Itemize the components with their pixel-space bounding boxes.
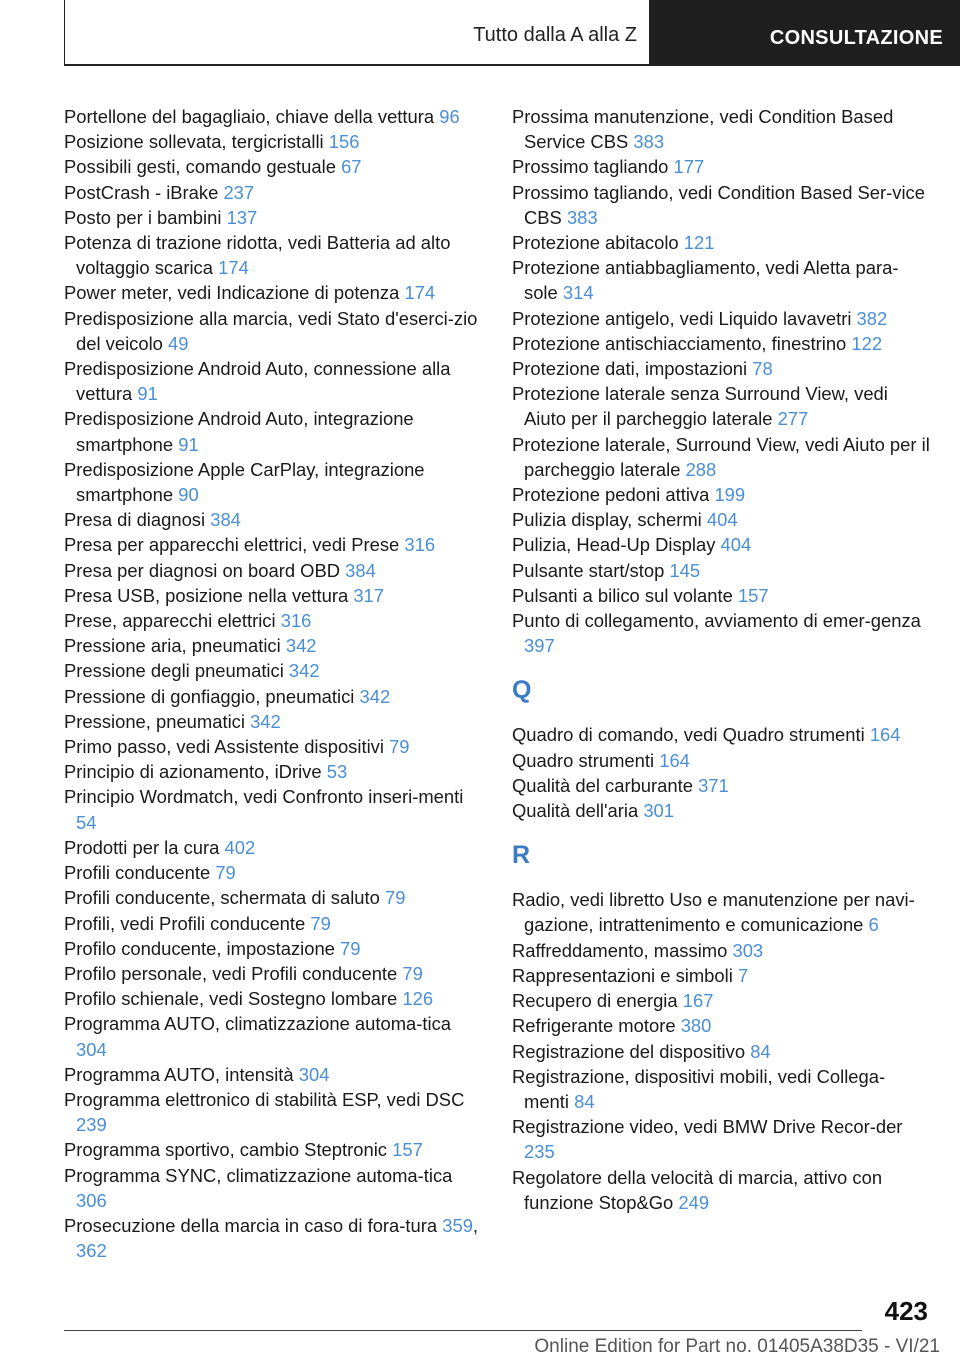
index-entry-text: Quadro di comando, vedi Quadro strumenti: [512, 724, 865, 746]
index-entry-text: Protezione antigelo, vedi Liquido lavavetri: [512, 307, 852, 329]
index-entry: [512, 583, 930, 608]
page-reference-link[interactable]: 306: [76, 1189, 107, 1211]
page-reference-link[interactable]: 54: [76, 811, 97, 833]
index-entry-text: Profilo schienale, vedi Sostegno lombare: [64, 988, 398, 1010]
index-entry-text: Programma sportivo, cambio Steptronic: [64, 1139, 387, 1161]
index-entry: [64, 583, 479, 608]
page-reference-link[interactable]: 359: [442, 1214, 473, 1236]
index-entry-text: Pressione degli pneumatici: [64, 660, 284, 682]
index-entry: [64, 532, 479, 557]
footer-rule: [64, 1330, 862, 1331]
page-reference-link[interactable]: 384: [210, 509, 241, 531]
index-entry-text: Registrazione, dispositivi mobili, vedi Collega-menti: [512, 1065, 886, 1112]
index-entry: [64, 936, 479, 961]
page-reference-link[interactable]: 404: [720, 534, 752, 556]
page-reference-link[interactable]: 53: [326, 761, 348, 783]
page-reference-link[interactable]: 145: [669, 559, 701, 581]
index-entry-text: Quadro strumenti: [512, 749, 655, 771]
index-entry: [64, 205, 479, 230]
index-entry-text: Programma AUTO, intensità: [64, 1063, 294, 1085]
index-column-left: [64, 104, 479, 1263]
index-entry: [64, 986, 479, 1011]
page-reference-link[interactable]: 288: [685, 458, 717, 480]
page-reference-link[interactable]: 235: [524, 1141, 555, 1163]
index-entry-text: Potenza di trazione ridotta, vedi Batteria ad alto voltaggio scarica: [64, 232, 451, 279]
index-entry-text: Posizione sollevata, tergicristalli: [64, 131, 324, 153]
index-entry: [512, 1039, 930, 1064]
index-entry-text: Prossimo tagliando: [512, 156, 669, 178]
index-entry-text: Registrazione del dispositivo: [512, 1040, 746, 1062]
page-reference-link[interactable]: 122: [851, 332, 883, 354]
index-entry: [512, 963, 930, 988]
index-entry-text: Possibili gesti, comando gestuale: [64, 156, 336, 178]
page-reference-link[interactable]: 402: [224, 836, 256, 858]
index-entry-text: Qualità del carburante: [512, 774, 693, 796]
index-entry: [64, 406, 479, 456]
page-reference-link[interactable]: 362: [76, 1240, 107, 1262]
index-entry: [64, 885, 479, 910]
section-title: Tutto dalla A alla Z: [473, 24, 637, 46]
page-number: 423: [884, 1296, 928, 1326]
index-entry-text: Primo passo, vedi Assistente dispositivi: [64, 736, 384, 758]
page-reference-link[interactable]: 157: [392, 1139, 423, 1161]
index-entry: [64, 180, 479, 205]
page-reference-link[interactable]: 314: [562, 282, 594, 304]
page-reference-link[interactable]: 157: [737, 584, 769, 606]
index-entry: [64, 230, 479, 280]
index-entry-text: Pulizia, Head-Up Display: [512, 534, 716, 556]
index-letter-heading: R: [512, 841, 531, 870]
index-entry-text: Prosecuzione della marcia in caso di fora-tura: [64, 1214, 438, 1236]
index-entry: [64, 608, 479, 633]
page-reference-link[interactable]: 79: [385, 887, 406, 909]
index-entry: [512, 356, 930, 381]
index-entry-text: Presa USB, posizione nella vettura: [64, 584, 349, 606]
index-entry-text: Profili conducente, schermata di saluto: [64, 887, 380, 909]
index-entry-text: Radio, vedi libretto Uso e manutenzione per navi-gazione, intrattenimento e comunicazione: [512, 889, 915, 936]
page-reference-link[interactable]: 78: [752, 358, 773, 380]
page-reference-link[interactable]: 96: [439, 106, 460, 127]
index-entry: [64, 961, 479, 986]
page-reference-link[interactable]: 199: [714, 484, 746, 506]
page-reference-link[interactable]: 164: [659, 749, 690, 771]
index-entry: [512, 748, 930, 773]
index-entry-text: Predisposizione alla marcia, vedi Stato d'eserci-zio del veicolo: [64, 307, 478, 354]
index-entry-text: Protezione pedoni attiva: [512, 484, 710, 506]
page-reference-link[interactable]: 304: [76, 1038, 107, 1060]
index-entry: [512, 773, 930, 798]
index-entry-text: Programma AUTO, climatizzazione automa-tica: [64, 1013, 452, 1035]
page-reference-link[interactable]: 79: [215, 862, 236, 884]
page-reference-link[interactable]: 301: [643, 800, 674, 822]
index-entry-text: Prese, apparecchi elettrici: [64, 610, 276, 632]
index-entry-text: Recupero di energia: [512, 990, 678, 1012]
index-entry-text: Principio Wordmatch, vedi Confronto inseri-menti: [64, 786, 464, 808]
index-entry-text: Presa di diagnosi: [64, 509, 206, 531]
index-entry: [512, 608, 930, 658]
page-reference-link[interactable]: 6: [868, 914, 879, 936]
page-reference-link[interactable]: 84: [574, 1090, 595, 1112]
index-entry-text: Profilo personale, vedi Profili conducente: [64, 962, 398, 984]
index-entry: [512, 104, 930, 154]
index-entry-text: Prodotti per la cura: [64, 836, 220, 858]
index-entry: [64, 457, 479, 507]
index-column-right: [512, 104, 930, 1215]
page-reference-link[interactable]: 342: [288, 660, 320, 682]
index-entry: [64, 860, 479, 885]
index-entry: [512, 558, 930, 583]
index-entry: [64, 734, 479, 759]
page-reference-link[interactable]: 404: [706, 509, 738, 531]
index-entry: [64, 1062, 479, 1087]
index-entry-text: Profilo conducente, impostazione: [64, 937, 335, 959]
index-entry-text: Registrazione video, vedi BMW Drive Recor-der: [512, 1116, 903, 1138]
index-entry-text: Prossima manutenzione, vedi Condition Based Service CBS: [512, 106, 894, 153]
index-entry-text: Raffreddamento, massimo: [512, 939, 728, 961]
index-entry-text: Punto di collegamento, avviamento di emer-genza: [512, 610, 921, 632]
page-reference-link[interactable]: 79: [402, 962, 423, 984]
index-entry-text: Predisposizione Apple CarPlay, integrazione smartphone: [64, 458, 425, 506]
page-reference-link[interactable]: 384: [345, 559, 376, 581]
index-entry-text: Posto per i bambini: [64, 206, 222, 228]
index-entry: [512, 532, 930, 557]
index-entry: [64, 1087, 479, 1137]
index-entry: Prosecuzione della marcia in caso di fora-tura 359, 362: [64, 1214, 479, 1262]
index-entry: [512, 507, 930, 532]
page-reference-link[interactable]: 90: [178, 484, 199, 506]
index-entry-text: Prossimo tagliando, vedi Condition Based Ser-vice CBS: [512, 181, 925, 228]
page-reference-link[interactable]: 79: [310, 912, 331, 934]
index-entry-text: Programma elettronico di stabilità ESP, vedi DSC: [64, 1088, 465, 1110]
page-reference-link[interactable]: 237: [223, 181, 255, 203]
page-reference-link[interactable]: 91: [178, 433, 199, 455]
index-entry-text: Pressione aria, pneumatici: [64, 635, 281, 657]
index-entry-text: Regolatore della velocità di marcia, attivo con funzione Stop&Go: [512, 1166, 883, 1213]
page-reference-link[interactable]: 79: [389, 736, 410, 758]
page-reference-link[interactable]: 342: [285, 635, 317, 657]
index-entry: [512, 180, 930, 230]
page-reference-link[interactable]: 382: [856, 307, 888, 329]
page-reference-link[interactable]: 239: [76, 1114, 107, 1136]
index-entry: [512, 482, 930, 507]
index-entry-text: Protezione laterale senza Surround View, vedi Aiuto per il parcheggio laterale: [512, 383, 888, 430]
index-entry: [64, 356, 479, 406]
index-entry: [64, 306, 479, 356]
index-entry-text: Protezione antischiacciamento, finestrino: [512, 332, 847, 354]
page-reference-link[interactable]: 84: [750, 1040, 771, 1062]
page-reference-link[interactable]: 79: [340, 937, 361, 959]
index-entry-text: Protezione dati, impostazioni: [512, 358, 748, 380]
index-entry: [64, 684, 479, 709]
index-entry: [64, 911, 479, 936]
page-reference-link[interactable]: 383: [566, 206, 598, 228]
index-entry-text: Principio di azionamento, iDrive: [64, 761, 322, 783]
index-entry: [64, 658, 479, 683]
index-entry: [512, 798, 930, 823]
index-entry-text: Presa per diagnosi on board OBD: [64, 559, 341, 581]
page-reference-link[interactable]: 137: [226, 206, 258, 228]
page-reference-link[interactable]: 397: [524, 635, 555, 657]
page-reference-link[interactable]: 49: [168, 332, 189, 354]
index-entry: [512, 230, 930, 255]
index-entry: [64, 784, 479, 834]
index-entry-text: Profili conducente: [64, 862, 211, 884]
index-entry: [512, 331, 930, 356]
index-entry: [512, 988, 930, 1013]
index-entry: [512, 1114, 930, 1164]
index-entry-text: Profili, vedi Profili conducente: [64, 912, 306, 934]
page-reference-link[interactable]: 126: [402, 988, 434, 1010]
index-entry: [512, 255, 930, 305]
index-entry-text: Pulsante start/stop: [512, 559, 665, 581]
index-entry: [512, 722, 930, 747]
index-entry-text: Portellone del bagagliaio, chiave della vettura: [64, 106, 435, 127]
page-reference-link[interactable]: 156: [328, 131, 360, 153]
index-entry: [512, 381, 930, 431]
page-reference-link[interactable]: 380: [680, 1015, 712, 1037]
index-entry-text: Protezione antiabbagliamento, vedi Aletta para-sole: [512, 257, 899, 304]
page-reference-link[interactable]: 316: [404, 534, 436, 556]
index-entry: [512, 306, 930, 331]
index-entry: [64, 104, 479, 129]
index-entry-text: Programma SYNC, climatizzazione automa-tica: [64, 1164, 453, 1186]
index-entry-text: Protezione abitacolo: [512, 232, 679, 254]
page-reference-link[interactable]: 371: [698, 774, 729, 796]
chapter-label: CONSULTAZIONE: [769, 27, 943, 49]
footer-edition: Online Edition for Part no. 01405A38D35 - VI/21: [534, 1336, 940, 1357]
page-reference-link[interactable]: 7: [737, 964, 749, 986]
index-entry: [64, 507, 479, 532]
index-entry-text: Pulsanti a bilico sul volante: [512, 584, 733, 606]
page-reference-link[interactable]: 304: [298, 1063, 330, 1085]
page-reference-link[interactable]: 303: [732, 939, 764, 961]
page-reference-link[interactable]: 167: [682, 990, 714, 1012]
page-reference-link[interactable]: 277: [777, 408, 809, 430]
index-entry: [64, 154, 479, 179]
index-entry: [64, 280, 479, 305]
page-reference-link[interactable]: 177: [673, 156, 705, 178]
index-entry: [64, 633, 479, 658]
index-entry: [64, 835, 479, 860]
index-entry-text: Pressione, pneumatici: [64, 710, 245, 732]
page-reference-link[interactable]: 249: [678, 1191, 710, 1213]
index-entry: [64, 129, 479, 154]
index-entry: [512, 432, 930, 482]
page-reference-link[interactable]: 383: [633, 131, 665, 153]
index-entry-text: Predisposizione Android Auto, connessione alla vettura: [64, 358, 451, 405]
page-reference-link[interactable]: 67: [341, 156, 362, 178]
page-reference-link[interactable]: 164: [869, 724, 901, 746]
index-entry-text: Qualità dell'aria: [512, 800, 639, 822]
index-entry-text: Pulizia display, schermi: [512, 509, 702, 531]
header-bottom-rule: [64, 64, 649, 66]
index-entry: [64, 558, 479, 583]
page-reference-link[interactable]: 174: [404, 282, 436, 304]
page-reference-link[interactable]: 91: [137, 383, 158, 405]
index-entry: [64, 709, 479, 734]
page-reference-link[interactable]: 342: [359, 685, 391, 707]
index-entry-text: Refrigerante motore: [512, 1015, 676, 1037]
page-reference-link[interactable]: 316: [280, 610, 312, 632]
index-entry-text: PostCrash - iBrake: [64, 181, 219, 203]
index-entry: [512, 1013, 930, 1038]
index-entry: [512, 1064, 930, 1114]
index-entry-text: Presa per apparecchi elettrici, vedi Prese: [64, 534, 400, 556]
index-entry: [64, 1163, 479, 1213]
page-reference-link[interactable]: 174: [218, 257, 249, 279]
index-entry: [512, 887, 930, 937]
index-letter-heading: Q: [512, 676, 532, 705]
index-entry-text: Pressione di gonfiaggio, pneumatici: [64, 685, 355, 707]
index-entry-text: Rappresentazioni e simboli: [512, 964, 733, 986]
index-entry: [512, 938, 930, 963]
index-entry: [512, 154, 930, 179]
page-reference-link[interactable]: 317: [353, 584, 384, 606]
index-entry: [64, 1137, 479, 1162]
index-entry: [512, 1165, 930, 1215]
index-entry-text: Protezione laterale, Surround View, vedi Aiuto per il parcheggio laterale: [512, 433, 930, 480]
index-entry-text: Predisposizione Android Auto, integrazione smartphone: [64, 408, 414, 455]
index-entry: [64, 759, 479, 784]
page-reference-link[interactable]: 121: [683, 232, 715, 254]
index-entry-text: Power meter, vedi Indicazione di potenza: [64, 282, 400, 304]
page-reference-link[interactable]: 342: [250, 710, 281, 732]
index-entry: [64, 1011, 479, 1061]
